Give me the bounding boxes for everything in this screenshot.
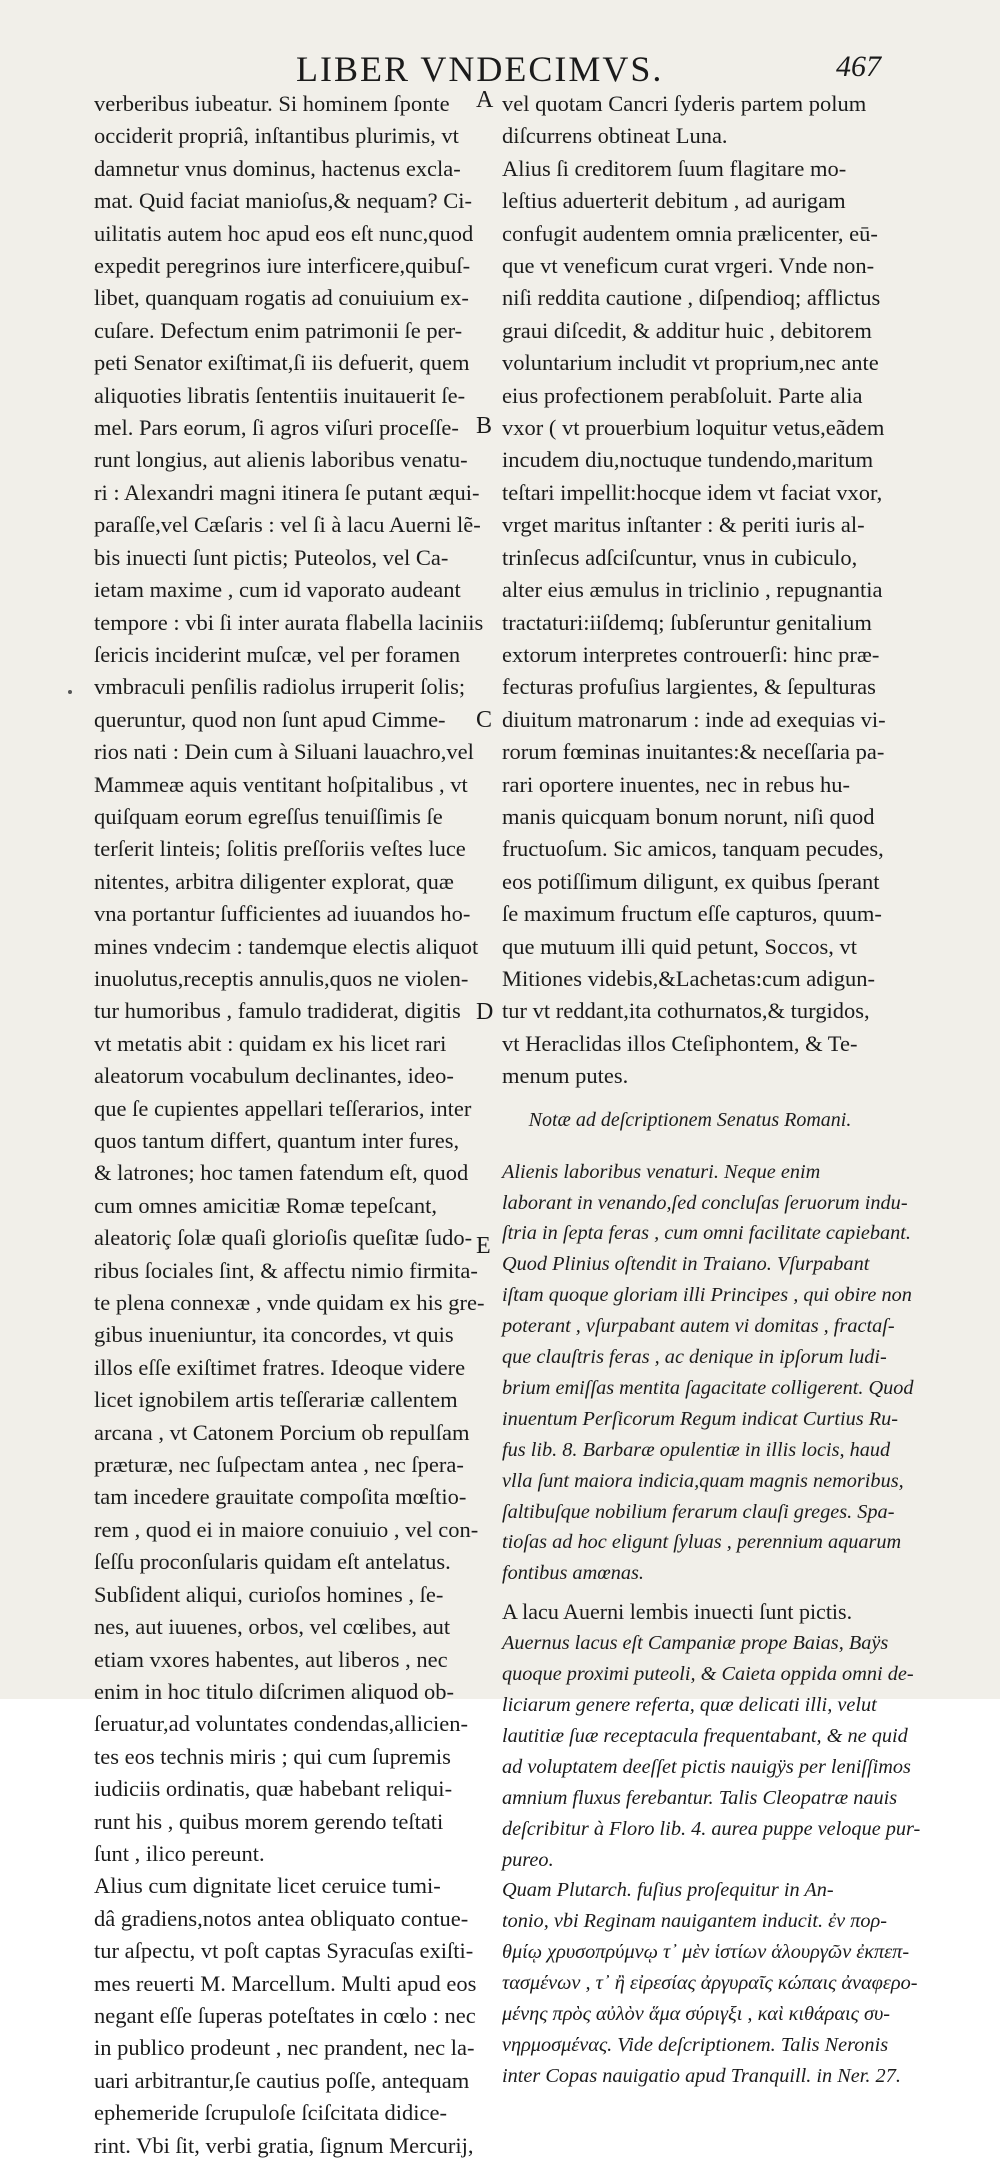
text-line: que vt veneficum curat vrgeri. Vnde non- [502,253,875,279]
text-line: Mammeæ aquis ventitant hoſpitalibus , vt [94,771,468,797]
text-line: uari arbitrantur,ſe cautius poſſe, antequam [94,2067,470,2093]
note-line: amnium fluxus ferebantur. Talis Cleopatræ nauis [502,1786,898,1809]
text-line: niſi reddita cautione , diſpendioq; afflictus [502,285,881,311]
text-line: graui diſcedit, & additur huic , debitorem [502,317,872,343]
text-line: eos potiſſimum diligunt, ex quibus ſperant [502,868,880,894]
text-line: leſtius aduerterit debitum , ad aurigam [502,188,846,214]
text-line: ephemeride ſcrupuloſe ſciſcitata didice- [94,2100,447,2126]
note-line: liciarum genere referta, quæ delicati illi, velut [502,1694,877,1716]
text-line: vt metatis abit : quidam ex his licet rari [94,1030,447,1056]
text-line: vrget maritus inſtanter : & periti iuris al- [502,512,865,538]
text-line: libet, quanquam rogatis ad conuiuium ex- [94,285,469,311]
text-line: rint. Vbi ſit, verbi gratia, ſignum Mercurij, [94,2132,474,2158]
text-line: vel quotam Cancri ſyderis partem polum [502,91,867,116]
text-line: gibus inueniuntur, ita concordes, vt quis [94,1322,454,1348]
text-line: rari oportere inuentes, nec in rebus hu- [502,771,850,797]
text-line: ribus ſociales ſint, & affectu nimio firmita- [94,1257,478,1283]
text-line: ietam maxime , cum id vaporato audeant [94,577,461,603]
text-line: aliquoties libratis ſententiis inuitauerit ſe- [94,382,466,408]
text-line: rios nati : Dein cum à Siluani lauachro,vel [94,739,474,765]
text-line: trinſecus adſciſcuntur, vnus in cubiculo, [502,544,858,570]
text-line: diſcurrens obtineat Luna. [502,123,728,149]
text-line: Subſident aliqui, curioſos homines , ſe- [94,1581,444,1607]
text-line: quos tantum differt, quantum inter fures, [94,1128,460,1153]
text-line: queruntur, quod non ſunt apud Cimme- [94,706,446,732]
text-line: iudiciis ordinatis, quæ habebant reliqui- [94,1776,453,1802]
note-line: tioſas ad hoc eligunt ſyluas , perennium aquarum [502,1531,902,1554]
note-line: deſcribitur à Floro lib. 4. aurea puppe veloque pur- [502,1817,921,1840]
text-line: voluntarium includit vt proprium,nec ante [502,350,879,376]
text-line: mes reuerti M. Marcellum. Multi apud eos [94,1970,477,1996]
text-line: tur aſpectu, vt poſt captas Syracuſas exiſti- [94,1938,474,1964]
text-line: cum omnes amicitiæ Romæ tepeſcant, [94,1192,438,1218]
text-line: rorum fœminas inuitantes:& neceſſaria pa- [502,739,885,765]
note-line: Quam Plutarch. fuſius proſequitur in An- [502,1879,834,1902]
text-line: menum putes. [502,1063,629,1089]
text-line: mel. Pars eorum, ſi agros viſuri proceſſe- [94,415,459,441]
text-line: præturæ, nec ſuſpectam antea , nec ſpera- [94,1452,464,1478]
text-line: runt longius, aut alienis laboribus venatu- [94,447,468,473]
note-line: Quod Plinius oſtendit in Traiano. Vſurpabant [502,1253,870,1276]
text-line: occiderit propriâ, inſtantibus plurimis, vt [94,123,459,149]
note-line: pureo. [502,1848,554,1871]
text-line: bis inuecti ſunt pictis; Puteolos, vel Ca- [94,544,449,570]
text-line: damnetur vnus dominus, hactenus excla- [94,155,461,181]
text-line: mines vndecim : tandemque electis aliquot [94,933,479,959]
margin-letter-c: C [476,707,493,733]
text-line: extorum interpretes controuerſi: hinc præ- [502,641,880,667]
text-line: nes, aut iuuenes, orbos, vel cœlibes, aut [94,1614,451,1640]
text-line: expedit peregrinos iure interficere,quibuſ- [94,253,471,279]
note-line: tonio, vbi Reginam nauigantem inducit. ἐν πορ- [502,1910,887,1933]
text-line: tur vt reddant,ita cothurnatos,& turgidos, [502,998,870,1024]
text-line: que ſe cupientes appellari teſſerarios, inter [94,1095,472,1121]
margin-letter-b: B [476,413,493,439]
text-line: peti Senator exiſtimat,ſi iis defuerit, quem [94,350,470,376]
text-line: terſerit linteis; ſolitis preſſoriis veſtes luce [94,836,466,862]
text-line: confugit audentem omnia prælicenter, eū- [502,220,878,246]
text-line: manis quicquam bonum norunt, niſi quod [502,803,875,829]
page-number: 467 [836,50,881,83]
text-line: uilitatis autem hoc apud eos eſt nunc,quod [94,220,474,246]
text-line: fructuoſum. Sic amicos, tanquam pecudes, [502,836,884,862]
text-line: aleatoriç ſolæ quaſi glorioſis queſitæ ſudo- [94,1225,473,1251]
text-line: ſeſſu proconſularis quidam eſt antelatus. [94,1549,451,1575]
margin-letter-d: D [476,999,494,1025]
text-line: vmbraculi penſilis radiolus irruperit ſolis; [94,674,466,700]
text-line: negant eſſe ſuperas poteſtates in cœlo : nec [94,2002,476,2028]
text-line: nitentes, arbitra diligenter explorat, quæ [94,868,454,894]
text-line: tractaturi:iiſdemq; ſubſeruntur genitalium [502,609,872,635]
margin-letter-e: E [476,1233,491,1259]
text-line: que mutuum illi quid petunt, Soccos, vt [502,933,857,959]
note-line: lautitiæ ſuæ receptacula frequentabant, & ne quid [502,1724,908,1747]
note-line: laborant in venando,ſed concluſas ſeruorum indu- [502,1191,908,1214]
text-line: dâ gradiens,notos antea obliquato contue- [94,1905,469,1931]
right-column [502,88,921,2092]
note-line: ad voluptatem deeſſet pictis nauigÿs per leniſſimos [502,1755,911,1778]
text-line: ſericis inciderint muſcæ, vel per foramen [94,641,461,667]
text-line: Mitiones videbis,&Lachetas:cum adigun- [502,965,876,991]
text-line: in publico prodeunt , nec prandent, nec la- [94,2035,475,2061]
note-lemma-line: A lacu Auerni lembis inuecti ſunt pictis. [502,1599,853,1625]
text-line: tes eos technis miris ; qui cum ſupremis [94,1743,451,1769]
running-title: LIBER VNDECIMVS. [296,49,664,89]
text-line: tur humoribus , famulo tradiderat, digitis [94,998,461,1024]
note-lemma-line: Alienis laboribus venaturi. Neque enim [502,1160,821,1183]
note-line: vlla ſunt maiora indicia,quam magnis nemoribus, [502,1469,904,1492]
text-line: ſeruatur,ad voluntates condendas,allicien- [94,1711,468,1737]
text-line: eius profectionem perabſoluit. Parte alia [502,382,863,408]
text-line: runt his , quibus morem gerendo teſtati [94,1808,444,1834]
note-line: quoque proximi puteoli, & Caieta oppida omni de- [502,1663,914,1686]
note-gap [502,1589,878,1597]
text-line: & latrones; hoc tamen fatendum eſt, quod [94,1160,469,1186]
text-line: verberibus iubeatur. Si hominem ſponte [94,91,450,116]
margin-letter-a: A [476,87,494,113]
text-line: diuitum matronarum : inde ad exequias vi- [502,706,886,732]
text-line: etiam vxores habentes, aut liberos , nec [94,1646,448,1672]
notes-block [502,1157,921,2092]
text-line: aleatorum vocabulum declinantes, ideo- [94,1063,454,1089]
note-line: θμίῳ χρυσοπρύμνῳ τ᾽ μὲν ἱστίων ἁλουργῶν ἐκπεπ- [502,1941,910,1964]
text-line: enim in hoc titulo diſcrimen aliquod ob- [94,1678,454,1704]
note-line: inuentum Perſicorum Regum indicat Curtius Ru- [502,1407,898,1430]
left-column [94,88,486,2162]
text-line: rem , quod ei in maiore conuiuio , vel con- [94,1516,479,1542]
note-line: νηρμοσμένας. Vide deſcriptionem. Talis Neronis [502,2033,889,2056]
text-line: inuolutus,receptis annulis,quos ne violen- [94,965,469,991]
text-line: fecturas profuſius largientes, & ſepulturas [502,674,876,700]
text-line: ri : Alexandri magni itinera ſe putant æqui- [94,479,480,505]
text-line: licet ignobilem artis teſſerariæ callentem [94,1387,458,1413]
text-line: tempore : vbi ſi inter aurata flabella laciniis [94,609,484,635]
text-line: Alius ſi creditorem ſuum flagitare mo- [502,155,847,181]
note-line: poterant , vſurpabant autem vi domitas , fractaſ- [502,1315,895,1338]
note-line: τασμένων , τ᾽ ἢ εἰρεσίας ἀργυραῖς κώπαις ἀναφερο- [502,1972,918,1995]
text-line: mat. Quid faciat manioſus,& nequam? Ci- [94,188,473,214]
note-line: iſtam quoque gloriam illi Principes , qui obire non [502,1284,912,1307]
note-line: Auernus lacus eſt Campaniæ prope Baias, Baÿs [502,1632,889,1655]
text-line: cuſare. Defectum enim patrimonii ſe per- [94,317,463,343]
text-line: quiſquam eorum egreſſus tenuiſſimis ſe [94,803,443,829]
note-line: fus lib. 8. Barbaræ opulentiæ in illis locis, haud [502,1438,891,1461]
text-line: paraſſe,vel Cæſaris : vel ſi à lacu Auerni lẽ- [94,512,481,538]
note-line: μένης πρὸς αὐλὸν ἅμα σύριγξι , καὶ κιθάραις συ- [502,2003,891,2026]
text-line: te plena connexæ , vnde quidam ex his gre- [94,1290,485,1316]
text-line: tam incedere grauitate compoſita mœſtio- [94,1484,467,1510]
text-line: incudem diu,noctuque tundendo,maritum [502,447,874,473]
text-line: alter eius æmulus in triclinio , repugnantia [502,577,883,603]
text-line: vxor ( vt prouerbium loquitur vetus,eãdem [502,415,885,441]
note-line: fontibus amœnas. [502,1562,644,1585]
notes-title: Notæ ad deſcriptionem Senatus Romani. [528,1108,852,1131]
note-line: que clauſtris feras , ac denique in ipſorum ludi- [502,1346,887,1369]
text-line: ſe maximum fructum eſſe capturos, quum- [502,901,882,927]
note-line: inter Copas nauigatio apud Tranquill. in Ner. 27. [502,2064,901,2087]
text-line: Alius cum dignitate licet ceruice tumi- [94,1873,441,1899]
text-line: teſtari impellit:hocque idem vt faciat vxor, [502,479,883,505]
text-line: illos eſſe exiſtimet fratres. Ideoque videre [94,1354,466,1380]
text-line: ſunt , ilico pereunt. [94,1840,265,1866]
note-line: ſaltibuſque nobilium ferarum clauſi greges. Spa- [502,1500,895,1523]
right-column-text [502,88,886,1093]
text-line: vna portantur ſufficientes ad iuuandos ho- [94,901,471,927]
text-line: vt Heraclidas illos Cteſiphontem, & Te- [502,1030,858,1056]
page-header [0,42,1000,88]
note-line: ſtria in ſepta feras , cum omni facilitate capiebant. [502,1222,911,1245]
note-line: brium emiſſas mentita ſagacitate colligerent. Quod [502,1376,914,1399]
text-line: arcana , vt Catonem Porcium ob repulſam [94,1419,470,1445]
ink-speck [68,690,72,694]
